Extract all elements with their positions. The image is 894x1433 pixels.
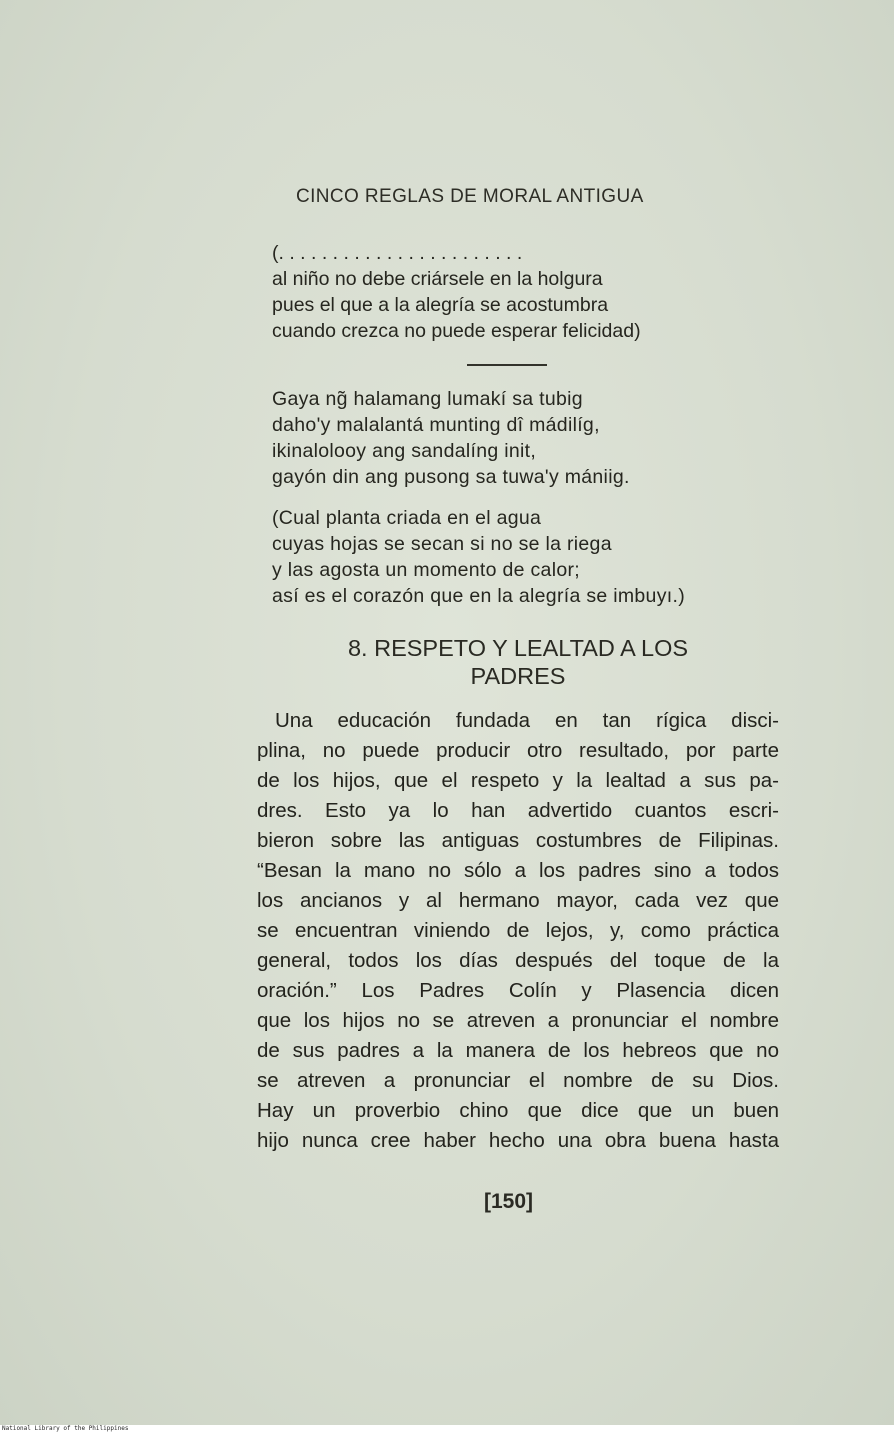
body-line: Una educación fundada en tan rígica disci- <box>275 709 779 732</box>
verse-line: pues el que a la alegría se acostumbra <box>272 294 609 316</box>
body-line: Hay un proverbio chino que dice que un buen <box>257 1099 779 1122</box>
body-line: los ancianos y al hermano mayor, cada vez que <box>257 889 779 912</box>
verse-line: (Cual planta criada en el agua <box>272 507 542 529</box>
section-heading-line: PADRES <box>470 663 566 689</box>
body-line: que los hijos no se atreven a pronunciar el nombre <box>257 1009 779 1032</box>
verse-line: Gaya ng̃ halamang lumakí sa tubig <box>272 388 583 410</box>
body-line: hijo nunca cree haber hecho una obra buena hasta <box>257 1129 779 1152</box>
verse-line: gayón din ang pusong sa tuwa'y mániig. <box>272 466 630 488</box>
section-divider <box>467 364 547 366</box>
running-head: CINCO REGLAS DE MORAL ANTIGUA <box>296 186 644 207</box>
page-number: [150] <box>484 1190 534 1213</box>
body-paragraph <box>257 706 779 1156</box>
body-line: se atreven a pronunciar el nombre de su Dios. <box>257 1069 779 1092</box>
verse-line: ikinalolooy ang sandalíng init, <box>272 440 537 462</box>
verse-line: y las agosta un momento de calor; <box>272 559 580 581</box>
body-line: se encuentran viniendo de lejos, y, como práctica <box>257 919 779 942</box>
spanish-verse-1 <box>272 240 641 344</box>
body-line: de sus padres a la manera de los hebreos que no <box>257 1039 779 1062</box>
body-line: dres. Esto ya lo han advertido cuantos escri- <box>257 799 779 822</box>
body-line: general, todos los días después del toque de la <box>257 949 779 972</box>
footer-strip <box>0 1425 894 1433</box>
body-line: de los hijos, que el respeto y la lealtad a sus pa- <box>257 769 779 792</box>
spanish-verse-2 <box>272 505 685 609</box>
body-line: oración.” Los Padres Colín y Plasencia dicen <box>257 979 779 1002</box>
verse-line: así es el corazón que en la alegría se imbuyı.) <box>272 585 685 607</box>
tagalog-verse <box>272 386 630 490</box>
verse-line: (. . . . . . . . . . . . . . . . . . . . . . . <box>272 242 523 264</box>
section-heading-line: 8. RESPETO Y LEALTAD A LOS <box>347 635 689 661</box>
body-line: “Besan la mano no sólo a los padres sino a todos <box>257 859 779 882</box>
footer-credit: National Library of the Philippines <box>2 1425 129 1432</box>
verse-line: daho'y malalantá munting dî mádilíg, <box>272 414 600 436</box>
body-line: plina, no puede producir otro resultado, por parte <box>257 739 779 762</box>
section-heading <box>290 634 746 690</box>
verse-line: al niño no debe criársele en la holgura <box>272 268 603 290</box>
verse-line: cuando crezca no puede esperar felicidad) <box>272 320 641 342</box>
verse-line: cuyas hojas se secan si no se la riega <box>272 533 612 555</box>
body-line: bieron sobre las antiguas costumbres de Filipinas. <box>257 829 779 852</box>
